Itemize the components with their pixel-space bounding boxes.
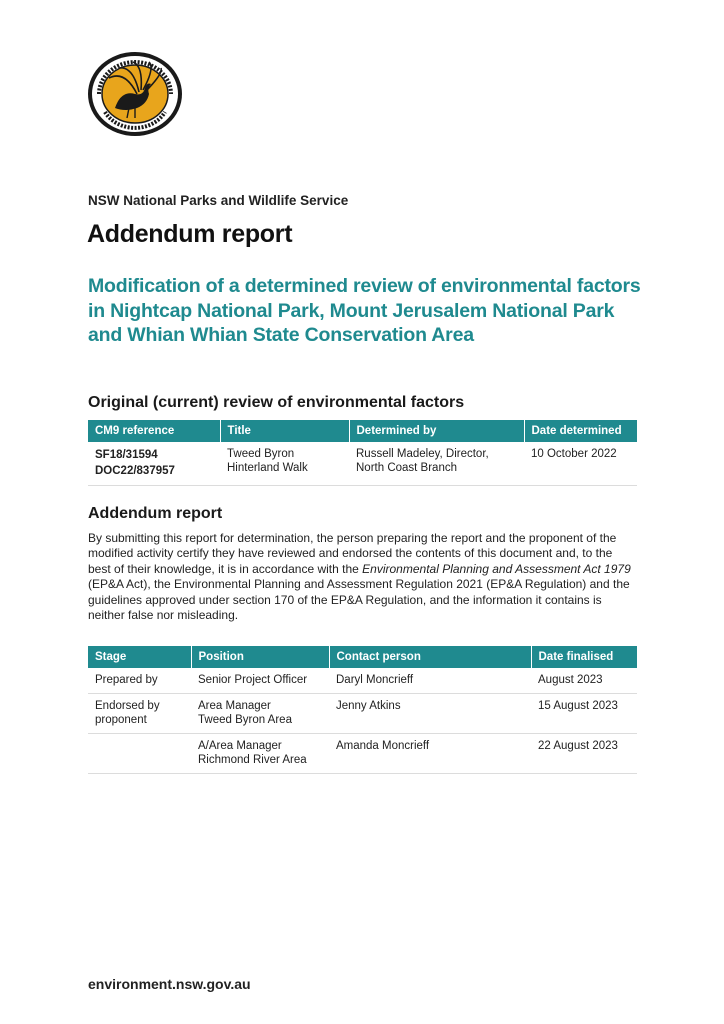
position-line: Senior Project Officer (198, 674, 308, 686)
stage-line: Prepared by (95, 674, 158, 686)
position-line: Richmond River Area (198, 754, 307, 766)
contact-cell: Jenny Atkins (329, 694, 531, 734)
stage-cell (88, 668, 191, 694)
stage-cell (88, 734, 191, 774)
col-contact-person: Contact person (329, 646, 531, 668)
title-line: Hinterland Walk (227, 462, 308, 474)
title-cell (220, 442, 349, 486)
contact-cell: Daryl Moncrieff (329, 668, 531, 694)
para-text: By submitting this report for determination, the person preparing the report and the proponent of the modified activity certify they have reviewed and endorsed the contents of this document and, to the best of their knowledge, it is in accordance with the (88, 531, 617, 576)
table-row (88, 668, 637, 694)
document-title: Addendum report (87, 220, 293, 248)
determined-by-cell (349, 442, 524, 486)
para-text: (EP&A Act), the Environmental Planning and Assessment Regulation 2021 (EP&A Regulation) and the guidelines approved under section 170 of the EP&A Regulation, and the information it contains is neither false nor misleading. (88, 577, 630, 623)
determined-by-line: Russell Madeley, Director, (356, 448, 489, 460)
stage-cell (88, 694, 191, 734)
addendum-heading: Addendum report (88, 505, 223, 522)
act-title: Environmental Planning and Assessment Act 1979 (362, 561, 631, 576)
addendum-paragraph (88, 531, 638, 623)
position-line: Tweed Byron Area (198, 714, 292, 726)
position-cell (191, 734, 329, 774)
date-finalised-cell: 22 August 2023 (531, 734, 637, 774)
date-determined-cell: 10 October 2022 (524, 442, 637, 486)
col-determined-by: Determined by (349, 420, 524, 442)
table-row (88, 694, 637, 734)
agency-name: NSW National Parks and Wildlife Service (88, 193, 349, 208)
date-finalised-cell: 15 August 2023 (531, 694, 637, 734)
stages-table (88, 646, 637, 774)
date-finalised-cell: August 2023 (531, 668, 637, 694)
position-line: Area Manager (198, 700, 271, 712)
cm9-ref: SF18/31594 (95, 449, 158, 461)
stage-line: Endorsed by (95, 700, 160, 712)
position-cell (191, 694, 329, 734)
footer-url[interactable]: environment.nsw.gov.au (88, 976, 251, 992)
stage-line: proponent (95, 714, 147, 726)
table-row (88, 442, 637, 486)
table-header-row (88, 646, 637, 668)
col-date-finalised: Date finalised (531, 646, 637, 668)
col-position: Position (191, 646, 329, 668)
col-title: Title (220, 420, 349, 442)
table-row (88, 734, 637, 774)
table-header-row (88, 420, 637, 442)
document-subtitle: Modification of a determined review of environmental factors in Nightcap National Park, Mount Jerusalem National Park and Whian Whian State Conservation Area (88, 275, 641, 346)
original-review-heading: Original (current) review of environmental factors (88, 394, 465, 411)
cm9-ref: DOC22/837957 (95, 465, 175, 477)
position-cell (191, 668, 329, 694)
cm9-reference-cell (88, 442, 220, 486)
determined-by-line: North Coast Branch (356, 462, 457, 474)
col-stage: Stage (88, 646, 191, 668)
title-line: Tweed Byron (227, 448, 295, 460)
contact-cell: Amanda Moncrieff (329, 734, 531, 774)
original-review-table (88, 420, 637, 486)
col-date-determined: Date determined (524, 420, 637, 442)
col-cm9-reference: CM9 reference (88, 420, 220, 442)
nsw-npws-lyrebird-emblem-icon (85, 50, 185, 138)
position-line: A/Area Manager (198, 740, 282, 752)
